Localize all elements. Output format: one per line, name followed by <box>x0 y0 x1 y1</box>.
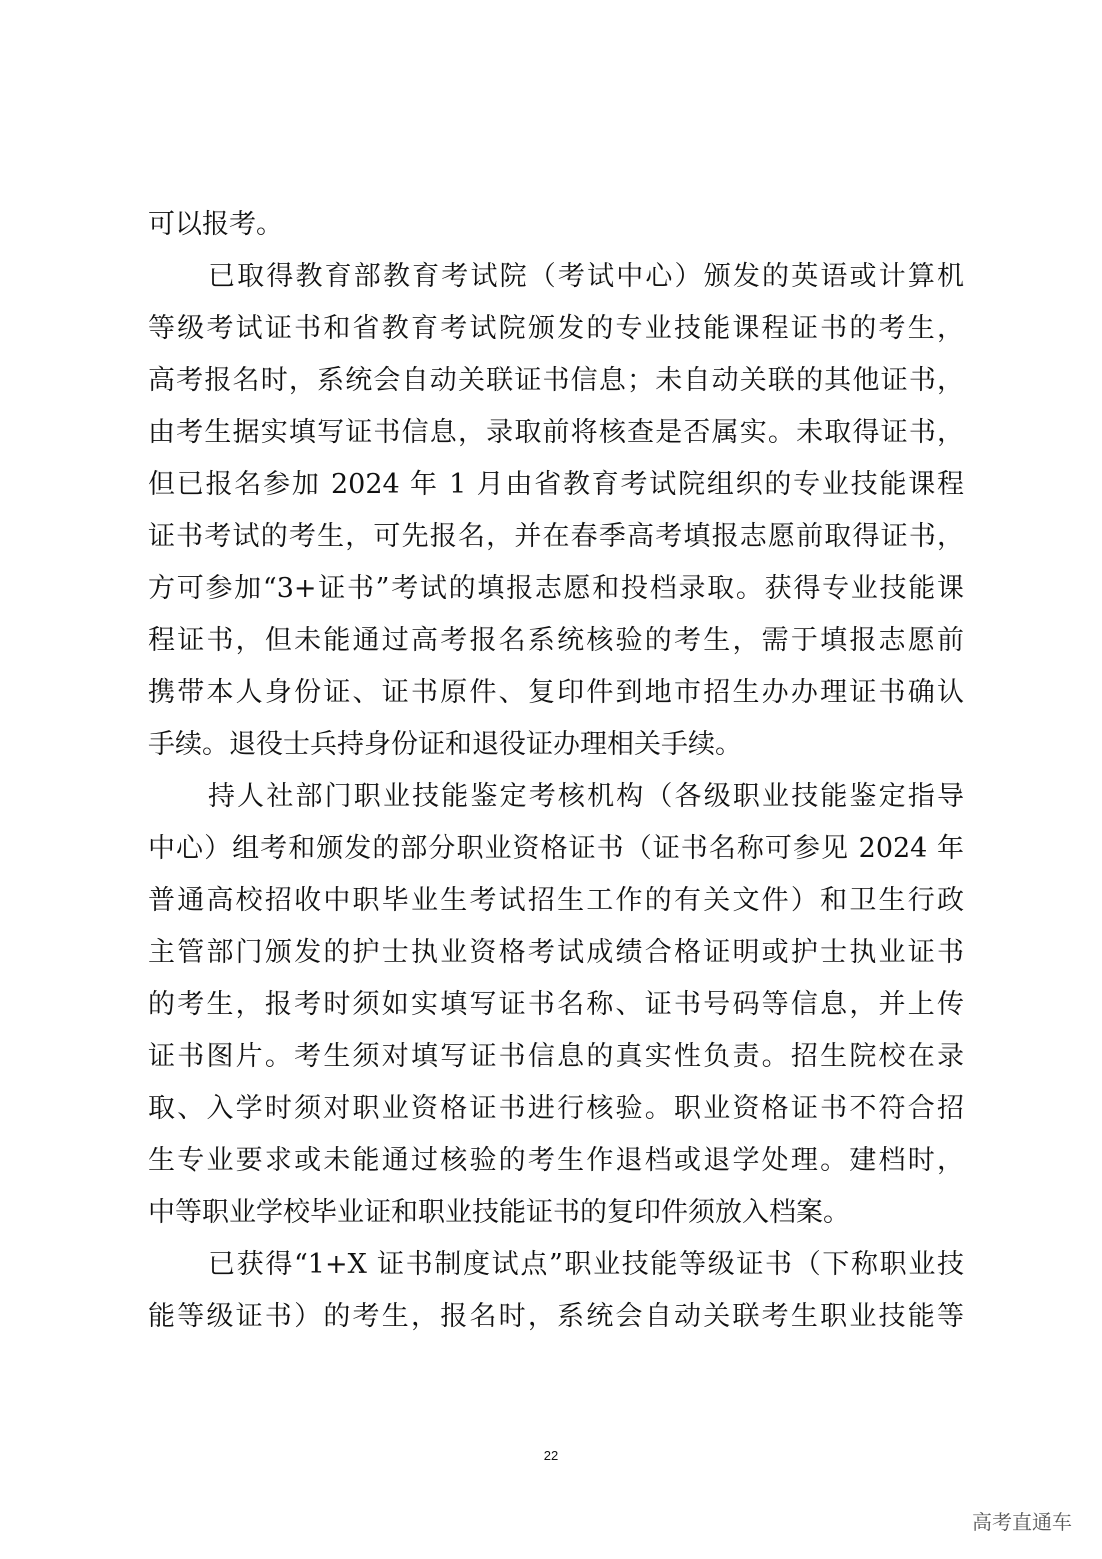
text-line: 中心）组考和颁发的部分职业资格证书（证书名称可参见 2024 年 <box>148 833 964 864</box>
text-line: 方可参加“3+证书”考试的填报志愿和投档录取。获得专业技能课 <box>148 573 964 604</box>
text-line: 但已报名参加 2024 年 1 月由省教育考试院组织的专业技能课程 <box>148 469 964 500</box>
text-line: 携带本人身份证、证书原件、复印件到地市招生办办理证书确认 <box>148 677 964 708</box>
paragraph-start-line: 持人社部门职业技能鉴定考核机构（各级职业技能鉴定指导 <box>208 781 964 812</box>
text-line: 可以报考。 <box>148 209 283 240</box>
page-number: 22 <box>543 1448 559 1463</box>
text-line: 高考报名时，系统会自动关联证书信息；未自动关联的其他证书， <box>148 365 964 396</box>
text-line: 取、入学时须对职业资格证书进行核验。职业资格证书不符合招 <box>148 1093 964 1124</box>
text-line: 中等职业学校毕业证和职业技能证书的复印件须放入档案。 <box>148 1197 850 1228</box>
text-line: 证书考试的考生，可先报名，并在春季高考填报志愿前取得证书， <box>148 521 964 552</box>
text-line: 等级考试证书和省教育考试院颁发的专业技能课程证书的考生， <box>148 313 964 344</box>
text-line: 由考生据实填写证书信息，录取前将核查是否属实。未取得证书， <box>148 417 964 448</box>
text-line: 程证书，但未能通过高考报名系统核验的考生，需于填报志愿前 <box>148 625 964 656</box>
text-line: 普通高校招收中职毕业生考试招生工作的有关文件）和卫生行政 <box>148 885 964 916</box>
paragraph-start-line: 已取得教育部教育考试院（考试中心）颁发的英语或计算机 <box>208 261 964 292</box>
text-line: 生专业要求或未能通过核验的考生作退档或退学处理。建档时， <box>148 1145 964 1176</box>
watermark: 高考直通车 <box>972 1510 1072 1534</box>
paragraph-start-line: 已获得“1+X 证书制度试点”职业技能等级证书（下称职业技 <box>208 1249 964 1280</box>
document-body <box>148 203 964 1347</box>
text-line: 的考生，报考时须如实填写证书名称、证书号码等信息，并上传 <box>148 989 964 1020</box>
text-line: 手续。退役士兵持身份证和退役证办理相关手续。 <box>148 729 742 760</box>
text-line: 能等级证书）的考生，报名时，系统会自动关联考生职业技能等 <box>148 1301 964 1332</box>
text-line: 主管部门颁发的护士执业资格考试成绩合格证明或护士执业证书 <box>148 937 964 968</box>
text-line: 证书图片。考生须对填写证书信息的真实性负责。招生院校在录 <box>148 1041 964 1072</box>
